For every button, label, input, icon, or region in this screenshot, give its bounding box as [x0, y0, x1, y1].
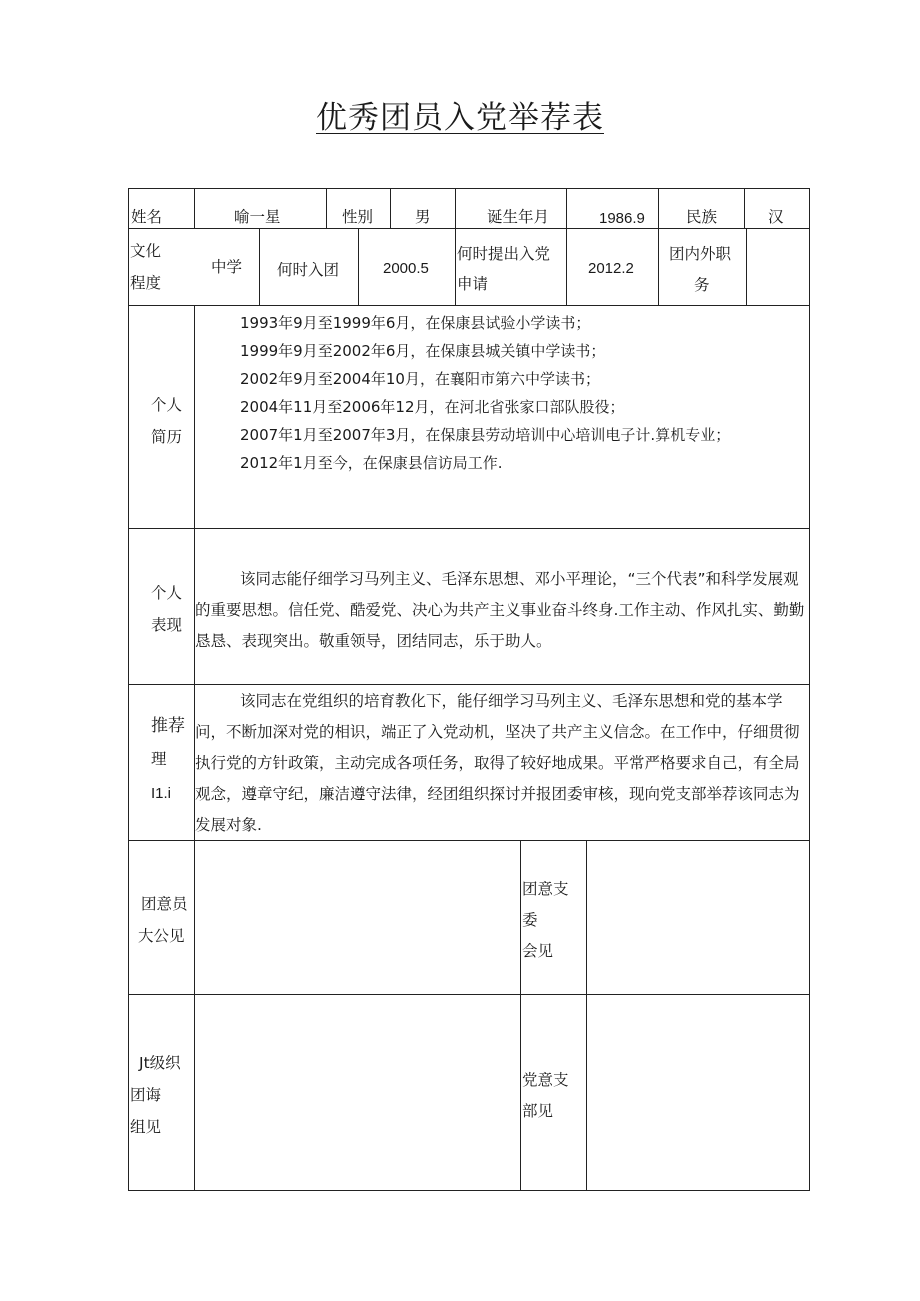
edu-value: 中学: [211, 258, 243, 276]
member-meeting-opinion-area[interactable]: [195, 841, 520, 994]
branch-committee-label-1: 团意支: [522, 880, 569, 898]
branch-committee-label-3: 会见: [522, 942, 554, 960]
history-line: 2007年1月至2007年3月，在保康县劳动培训中心培训电子计.算机专业；: [240, 426, 731, 444]
history-line: 2012年1月至今，在保康县信访局工作.: [240, 454, 503, 472]
reason-label-1: 推荐: [151, 716, 185, 736]
apply-label-1: 何时提出入党: [457, 245, 551, 263]
form-title: 优秀团员入党举荐表: [316, 100, 604, 136]
history-line: 1993年9月至1999年6月，在保康县试验小学读书；: [240, 314, 591, 332]
performance-text: 该同志能仔细学习马列主义、毛泽东思想、邓小平理论，“三个代表”和科学发展观的重要思想。信任党、酷爱党、决心为共产主义事业奋斗终身.工作主动、作风扎实、勤勤恳恳、表现突出。敬重领导，团结同志，乐于助人。: [195, 570, 805, 650]
post-label-1: 团内外职: [669, 245, 732, 263]
branch-committee-opinion-area[interactable]: [587, 841, 809, 994]
history-label-1: 个人: [151, 396, 183, 414]
history-label-2: 简历: [151, 428, 183, 446]
apply-label-2: 申请: [457, 275, 489, 293]
apply-value: 2012.2: [588, 260, 634, 277]
history-line: 1999年9月至2002年6月，在保康县城关镇中学读书；: [240, 342, 606, 360]
performance-label-1: 个人: [151, 584, 183, 602]
name-label: 姓名: [131, 208, 163, 226]
name-value: 喻一星: [234, 208, 281, 226]
history-line: 2002年9月至2004年10月，在襄阳市第六中学读书；: [240, 370, 600, 388]
history-line: 2004年11月至2006年12月，在河北省张家口部队股役；: [240, 398, 625, 416]
upper-org-opinion-area[interactable]: [195, 995, 520, 1190]
party-branch-label-2: 部见: [522, 1102, 554, 1120]
join-label: 何时入团: [277, 261, 340, 279]
ethnic-value: 汉: [768, 208, 784, 226]
upper-org-label-1: Jt级织: [139, 1054, 181, 1072]
upper-org-label-3: 组见: [130, 1118, 162, 1136]
edu-label-1: 文化: [130, 242, 162, 260]
edu-label-2: 程度: [130, 274, 162, 292]
member-meeting-label-2: 大公见: [138, 927, 185, 945]
reason-text: 该同志在党组织的培育教化下，能仔细学习马列主义、毛泽东思想和党的基本学问，不断加深对党的相识，端正了入党动机，坚决了共产主义信念。在工作中，仔细贯彻执行党的方针政策，主动完成各项任务，取得了较好地成果。平常严格要求自己，有全局观念，遵章守纪，廉洁遵守法律，经团组织探讨并报团委审核，现向党支部举荐该同志为发展对象.: [195, 692, 800, 834]
member-meeting-label-1: 团意员: [141, 895, 188, 913]
upper-org-label-2: 团诲: [130, 1086, 162, 1104]
party-branch-opinion-area[interactable]: [587, 995, 809, 1190]
birth-label: 诞生年月: [487, 208, 550, 226]
branch-committee-label-2: 委: [522, 911, 538, 929]
party-branch-label-1: 党意支: [522, 1071, 569, 1089]
post-label-2: 务: [694, 276, 710, 294]
reason-label-2: 理: [151, 750, 167, 768]
birth-value: 1986.9: [599, 210, 645, 227]
join-value: 2000.5: [383, 260, 429, 277]
gender-value: 男: [415, 208, 431, 226]
gender-label: 性别: [342, 208, 374, 226]
ethnic-label: 民族: [686, 208, 718, 226]
reason-label-3: I1.i: [151, 785, 172, 802]
performance-label-2: 表现: [151, 616, 183, 634]
